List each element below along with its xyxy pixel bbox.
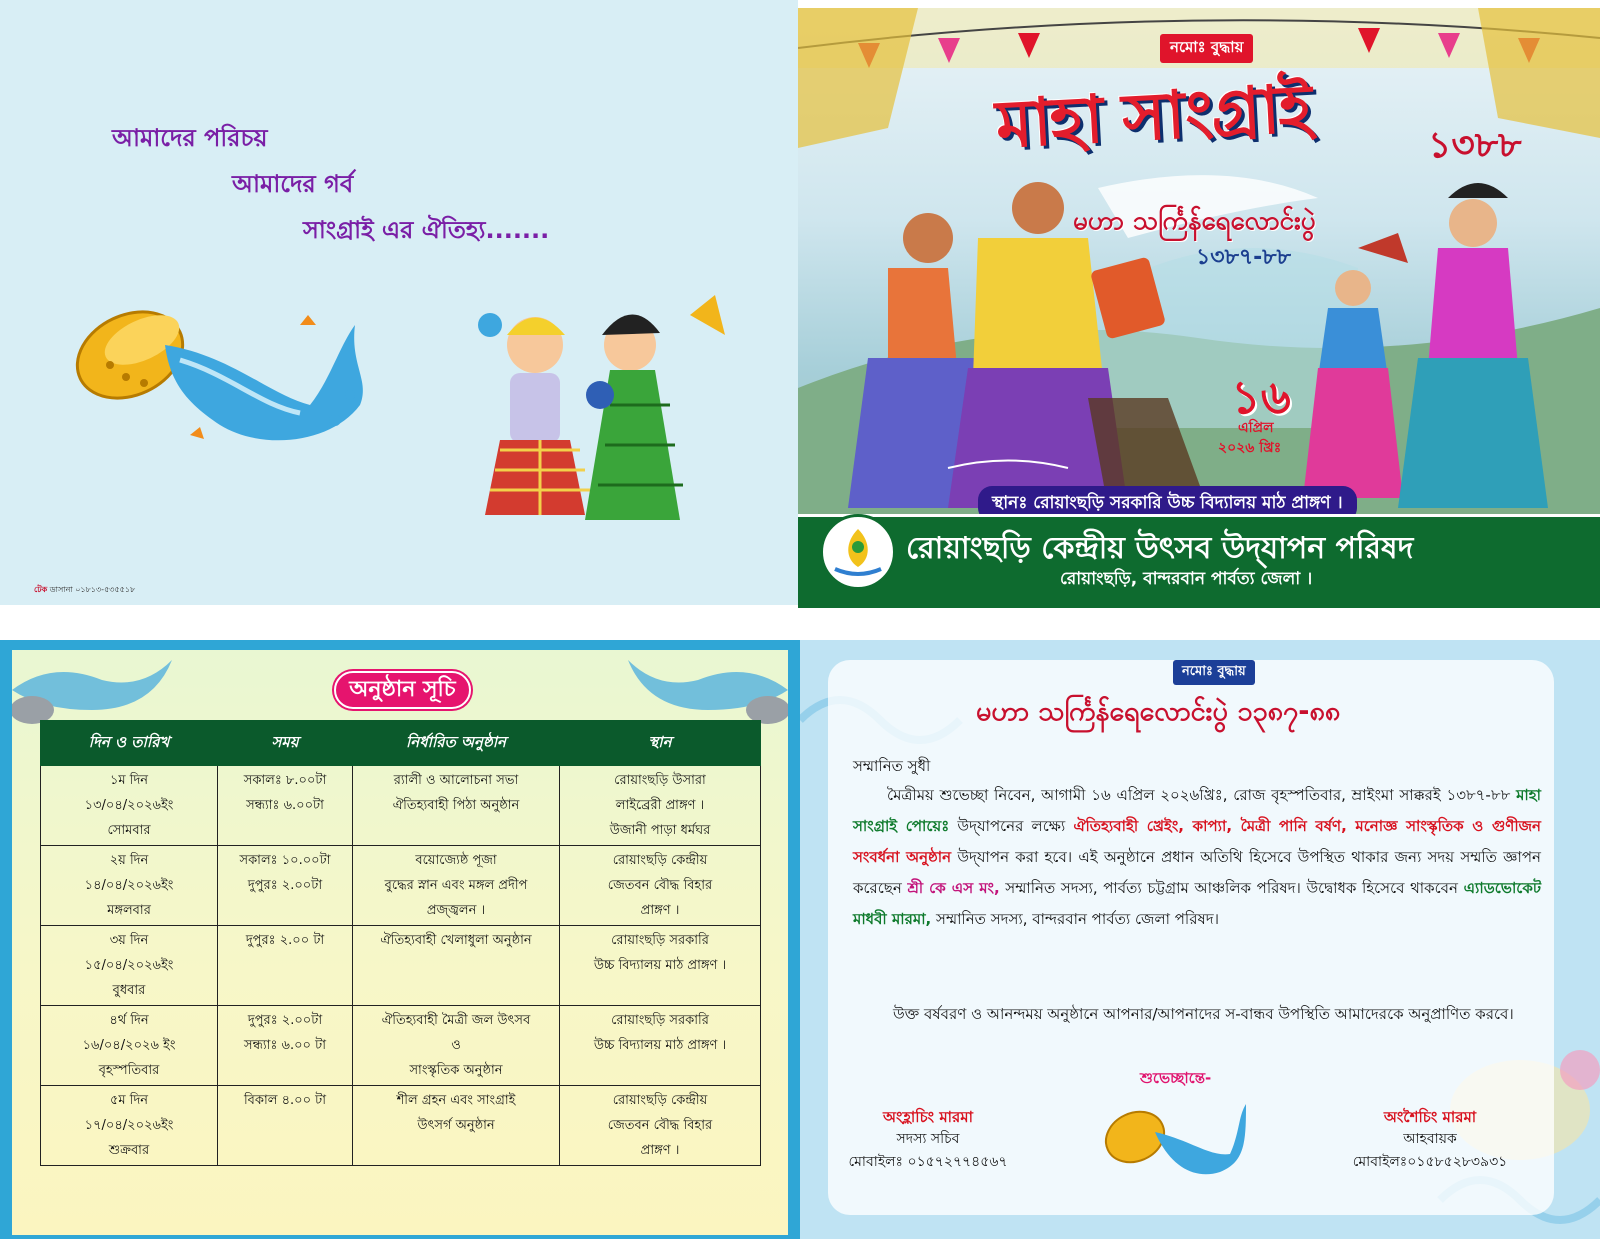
body-text: সম্মানিত সদস্য, পার্বত্য চট্টগ্রাম আঞ্চলিক পরিষদ। উদ্বোধক হিসেবে থাকবেন — [999, 879, 1464, 897]
children-illustration — [478, 295, 725, 520]
cell-line: দুপুরঃ ২.০০টা — [247, 878, 323, 893]
table-cell-day — [41, 766, 218, 846]
cell-line: সোমবার — [107, 823, 151, 838]
invitation-card — [828, 660, 1554, 1215]
body-text: সম্মানিত সদস্য, বান্দরবান পার্বত্য জেলা পরিষদ। — [931, 910, 1219, 928]
designer-contact: ডাসানা ০১৮১৩-৫৩৫৫১৮ — [49, 585, 136, 594]
motto-line-2: আমাদের গর্ব — [232, 170, 354, 198]
table-cell-time — [218, 926, 353, 1006]
cell-line: শুক্রবার — [108, 1143, 150, 1158]
cell-line: ৪র্থ দিন — [109, 1013, 149, 1028]
cell-line: ঐতিহ্যবাহী পিঠা অনুষ্ঠান — [392, 798, 520, 813]
venue-banner: স্থানঃ রোয়াংছড়ি সরকারি উচ্চ বিদ্যালয় মাঠ প্রাঙ্গণ । — [978, 486, 1357, 522]
table-row — [41, 926, 761, 1006]
table-row — [41, 846, 761, 926]
cell-line: ১৭/০৪/২০২৬ইং — [84, 1118, 174, 1133]
signatory-convener — [1330, 1106, 1530, 1174]
motto-line-3: সাংগ্রাই এর ঐতিহ্য....... — [303, 216, 550, 244]
cell-line: জেতবন বৌদ্ধ বিহার — [607, 878, 713, 893]
cell-line: রোয়াংছড়ি সরকারি — [611, 933, 709, 948]
signatory-role: সদস্য সচিব — [896, 1131, 960, 1147]
table-cell-time — [218, 766, 353, 846]
cell-line: সকালঃ ৮.০০টা — [243, 773, 327, 788]
table-cell-time — [218, 846, 353, 926]
table-cell-event — [353, 926, 560, 1006]
table-cell-day — [41, 1006, 218, 1086]
poster-title: মাহা সাংগ্রাই — [993, 68, 1313, 164]
table-row — [41, 766, 761, 846]
cell-line: মঙ্গলবার — [107, 903, 151, 918]
signatory-role: আহবায়ক — [1403, 1131, 1457, 1147]
cell-line: র‍্যালী ও আলোচনা সভা — [393, 773, 519, 788]
cell-line: প্রাঙ্গণ । — [640, 903, 680, 918]
organizer-logo-icon — [820, 514, 896, 590]
cell-line: উচ্চ বিদ্যালয় মাঠ প্রাঙ্গণ । — [593, 1038, 727, 1053]
table-cell-place — [560, 1006, 761, 1086]
table-cell-event — [353, 766, 560, 846]
highlight-text: শ্রী কে এস মং, — [907, 879, 1000, 897]
cell-line: শীল গ্রহন এবং সাংগ্রাই — [396, 1093, 516, 1108]
designer-brand: টেক — [34, 585, 48, 594]
cell-line: ১৪/০৪/২০২৬ইং — [84, 878, 174, 893]
table-cell-event — [353, 1006, 560, 1086]
poster-subtitle-marma: မဟာ သင်္ကြန်ရေလောင်းပွဲ — [1073, 206, 1316, 236]
signatory-phone: মোবাইলঃ০১৫৮৫২৮৩৯৩১ — [1352, 1154, 1508, 1170]
cell-line: সাংস্কৃতিক অনুষ্ঠান — [409, 1063, 503, 1078]
water-festival-illustration — [70, 285, 750, 575]
body-text: উদ্‌যাপন করা হবে। এই অনুষ্ঠানে প্রধান অতিথি হিসেবে উপস্থিত থাকার জন্য সদয় সম্মতি জ্ঞাপন করেছেন — [853, 848, 1541, 897]
cell-line: রোয়াংছড়ি কেন্দ্রীয় — [612, 853, 708, 868]
cell-line: সন্ধ্যাঃ ৬.০০টা — [246, 798, 324, 813]
namo-buddhaya-badge: নমোঃ বুদ্ধায় — [1160, 34, 1253, 63]
invitation-body — [853, 780, 1541, 935]
program-table-header — [41, 721, 761, 766]
cell-line: ৫ম দিন — [109, 1093, 149, 1108]
cell-line: বয়োজ্যেষ্ঠ পূজা — [415, 853, 497, 868]
cell-line: ১৫/০৪/২০২৬ইং — [84, 958, 174, 973]
invitation-panel — [800, 640, 1600, 1239]
cell-line: রোয়াংছড়ি সরকারি — [611, 1013, 709, 1028]
table-cell-place — [560, 766, 761, 846]
table-cell-time — [218, 1086, 353, 1166]
table-cell-time — [218, 1006, 353, 1086]
cell-line: ১৩/০৪/২০২৬ইং — [84, 798, 174, 813]
cell-line: ৩য় দিন — [109, 933, 149, 948]
cell-line: ও — [451, 1038, 461, 1053]
table-row — [41, 1006, 761, 1086]
cell-line: বুদ্ধের স্নান এবং মঙ্গল প্রদীপ — [384, 878, 528, 893]
table-cell-day — [41, 846, 218, 926]
water-splash-icon — [165, 325, 363, 440]
body-text: উদ্‌যাপনের লক্ষ্যে — [949, 817, 1074, 835]
invitation-wishes: শুভেচ্ছান্তে- — [1140, 1069, 1212, 1087]
program-table — [40, 720, 761, 1166]
intro-panel — [0, 0, 798, 605]
poster-subtitle-year: ১৩৮৭-৮৮ — [1196, 245, 1291, 270]
table-cell-day — [41, 926, 218, 1006]
cell-line: বুধবার — [112, 983, 146, 998]
column-header-day: দিন ও তারিখ — [41, 721, 218, 766]
table-cell-day — [41, 1086, 218, 1166]
table-cell-place — [560, 1086, 761, 1166]
invitation-closing: উক্ত বর্ষবরণ ও আনন্দময় অনুষ্ঠানে আপনার/আপনাদের স-বান্ধব উপস্থিতি আমাদেরকে অনুপ্রাণিত করবে। — [893, 1005, 1514, 1023]
highlight-text: এ্যাডভোকেট মাধবী মারমা, — [853, 879, 1541, 928]
program-table-body — [41, 766, 761, 1166]
designer-credit — [34, 584, 135, 597]
water-bowl-icon — [1100, 1092, 1250, 1182]
cell-line: উজানী পাড়া ধর্মঘর — [609, 823, 711, 838]
cell-line: ঐতিহ্যবাহী মৈত্রী জল উৎসব — [381, 1013, 531, 1028]
cell-line: ২য় দিন — [109, 853, 149, 868]
program-panel — [0, 640, 800, 1239]
highlight-text: ঐতিহ্যবাহী খ্রেইং, কাপ্যা, মৈত্রী পানি বর্ষণ, মনোজ্ঞ সাংস্কৃতিক ও গুণীজন সংবর্ধনা অনুষ্ঠান — [853, 817, 1541, 866]
column-header-time: সময় — [218, 721, 353, 766]
organizer-location: রোয়াংছড়ি, বান্দরবান পার্বত্য জেলা । — [1060, 569, 1313, 589]
cell-line: প্রজ্জ্বলন । — [426, 903, 486, 918]
table-cell-event — [353, 846, 560, 926]
cell-line: রোয়াংছড়ি কেন্দ্রীয় — [612, 1093, 708, 1108]
event-date-day: ১৬ — [1231, 370, 1291, 424]
column-header-event: নির্ধারিত অনুষ্ঠান — [353, 721, 560, 766]
event-date-month: এপ্রিল — [1238, 420, 1274, 436]
cell-line: সন্ধ্যাঃ ৬.০০ টা — [244, 1038, 326, 1053]
cell-line: রোয়াংছড়ি উসারা — [614, 773, 706, 788]
cell-line: বৃহস্পতিবার — [98, 1063, 160, 1078]
table-cell-place — [560, 846, 761, 926]
table-cell-event — [353, 1086, 560, 1166]
cell-line: প্রাঙ্গণ । — [640, 1143, 680, 1158]
poster-panel — [798, 8, 1600, 608]
motto-line-1: আমাদের পরিচয় — [112, 124, 268, 152]
cell-line: ১ম দিন — [109, 773, 149, 788]
table-row — [41, 1086, 761, 1166]
cell-line: দুপুরঃ ২.০০টা — [247, 1013, 323, 1028]
highlight-text: মাহা সাংগ্রাই পোয়েঃ — [853, 786, 1541, 835]
signatory-name: অংশৈচিং মারমা — [1383, 1108, 1477, 1126]
column-header-place: স্থান — [560, 721, 761, 766]
cell-line: জেতবন বৌদ্ধ বিহার — [607, 1118, 713, 1133]
cell-line: ঐতিহ্যবাহী খেলাধুলা অনুষ্ঠান — [380, 933, 532, 948]
body-text: মৈত্রীময় শুভেচ্ছা নিবেন, আগামী ১৬ এপ্রিল ২০২৬খ্রিঃ, রোজ বৃহস্পতিবার, ম্রাইংমা সাক্করই ১৩৮৭-৮৮ — [887, 786, 1517, 804]
invitation-subtitle: မဟာ သင်္ကြန်ရေလောင်းပွဲ ၁၃၈၇-၈၈ — [976, 696, 1341, 727]
cell-line: উচ্চ বিদ্যালয় মাঠ প্রাঙ্গণ । — [593, 958, 727, 973]
poster-year: ১৩৮৮ — [1428, 124, 1522, 166]
cell-line: দুপুরঃ ২.০০ টা — [245, 933, 325, 948]
signatory-member-secretary — [828, 1106, 1028, 1174]
cell-line: উৎসর্গ অনুষ্ঠান — [417, 1118, 495, 1133]
program-heading: অনুষ্ঠান সূচি — [334, 671, 471, 709]
organizer-name: রোয়াংছড়ি কেন্দ্রীয় উৎসব উদ্‌যাপন পরিষদ — [906, 531, 1414, 566]
signatory-phone: মোবাইলঃ ০১৫৭২৭৭৪৫৬৭ — [848, 1154, 1008, 1170]
namo-buddhaya-badge: নমোঃ বুদ্ধায় — [1173, 660, 1255, 685]
event-date-year: ২০২৬ খ্রিঃ — [1218, 440, 1282, 456]
cell-line: বিকাল ৪.০০ টা — [243, 1093, 327, 1108]
cell-line: লাইব্রেরী প্রাঙ্গণ । — [615, 798, 705, 813]
cell-line: সকালঃ ১০.০০টা — [239, 853, 331, 868]
signatory-name: অংহ্লাচিং মারমা — [883, 1108, 973, 1126]
table-cell-place — [560, 926, 761, 1006]
cell-line: ১৬/০৪/২০২৬ ইং — [82, 1038, 176, 1053]
invitation-greeting: সম্মানিত সুধী — [853, 757, 931, 775]
